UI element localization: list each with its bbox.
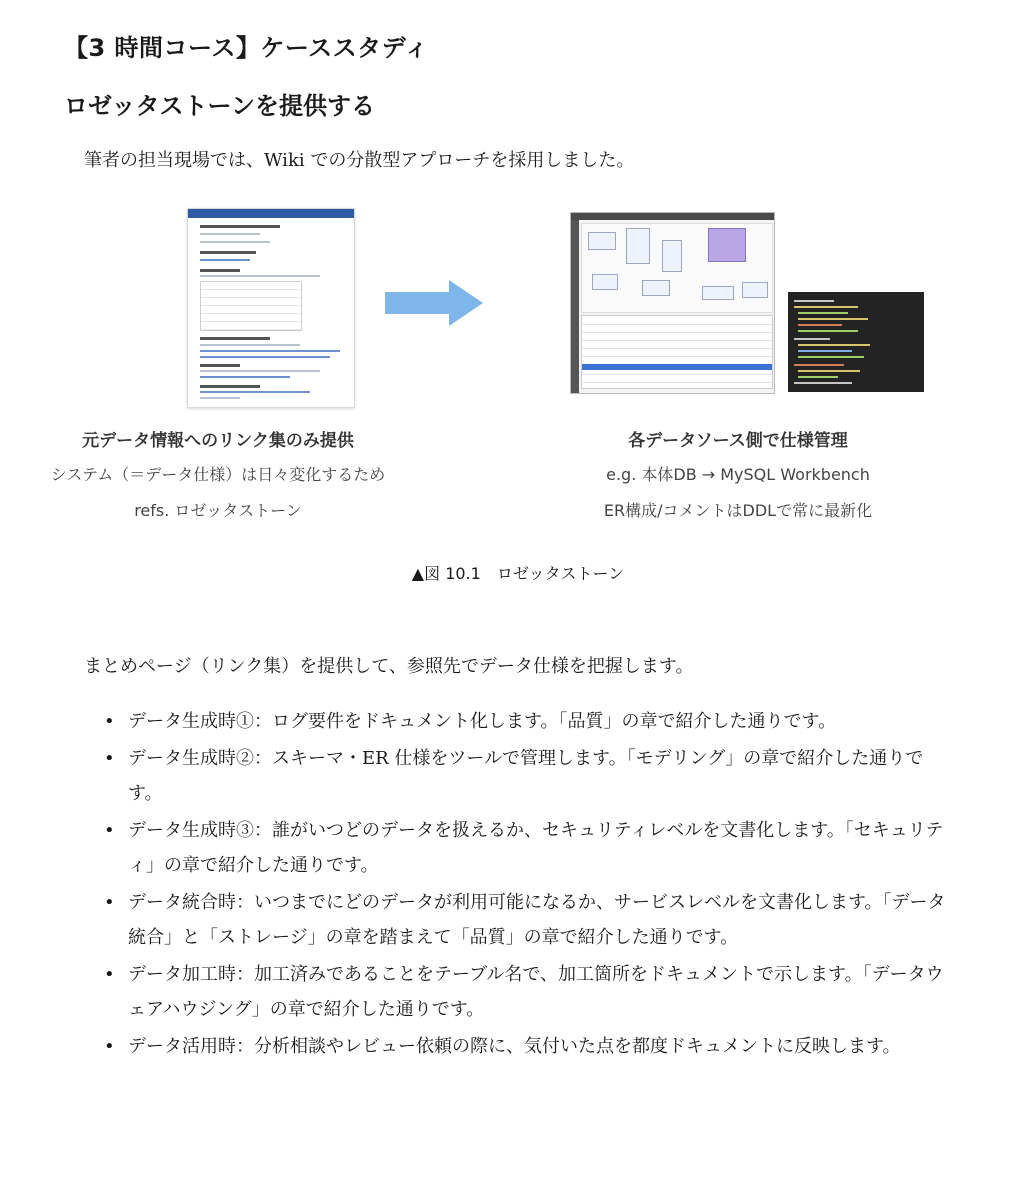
wiki-page-screenshot [187,208,355,408]
right-caption-title: 各データソース側で仕様管理 [628,431,848,451]
left-caption-line2: refs. ロゼッタストーン [134,501,302,520]
list-item: • データ加工時：加工済みであることをテーブル名で、加工箇所をドキュメントで示します。「データウェアハウジング」の章で紹介した通りです。 [100,957,950,1027]
right-arrow-icon [385,278,485,328]
figure-rosetta-stone [40,200,996,600]
right-caption-line1: e.g. 本体DB → MySQL Workbench [606,465,870,484]
right-caption-line2: ER構成/コメントはDDLで常に最新化 [603,501,873,520]
left-caption-line1: システム（＝データ仕様）は日々変化するため [50,465,386,484]
intro-paragraph: 筆者の担当現場では、Wiki での分散型アプローチを採用しました。 [84,150,635,171]
bullet-list [100,704,950,1066]
list-item: • データ生成時②：スキーマ・ER 仕様をツールで管理します。「モデリング」の章で紹介した通りです。 [100,741,950,811]
list-item: • データ生成時③：誰がいつどのデータを扱えるか、セキュリティレベルを文書化します。「セキュリティ」の章で紹介した通りです。 [100,813,950,883]
figure-caption: ▲図 10.1 ロゼッタストーン [411,564,625,583]
left-caption-title: 元データ情報へのリンク集のみ提供 [82,431,354,451]
code-editor-screenshot [788,292,924,392]
summary-paragraph: まとめページ（リンク集）を提供して、参照先でデータ仕様を把握します。 [84,656,694,677]
list-item: • データ活用時：分析相談やレビュー依頼の際に、気付いた点を都度ドキュメントに反映します。 [100,1029,950,1064]
er-diagram-screenshot [570,212,775,394]
list-item: • データ生成時①：ログ要件をドキュメント化します。「品質」の章で紹介した通りです。 [100,704,950,739]
list-item: • データ統合時：いつまでにどのデータが利用可能になるか、サービスレベルを文書化します。「データ統合」と「ストレージ」の章を踏まえて「品質」の章で紹介した通りです。 [100,885,950,955]
chapter-title: 【3 時間コース】ケーススタディ [64,34,429,62]
section-title: ロゼッタストーンを提供する [64,92,376,120]
